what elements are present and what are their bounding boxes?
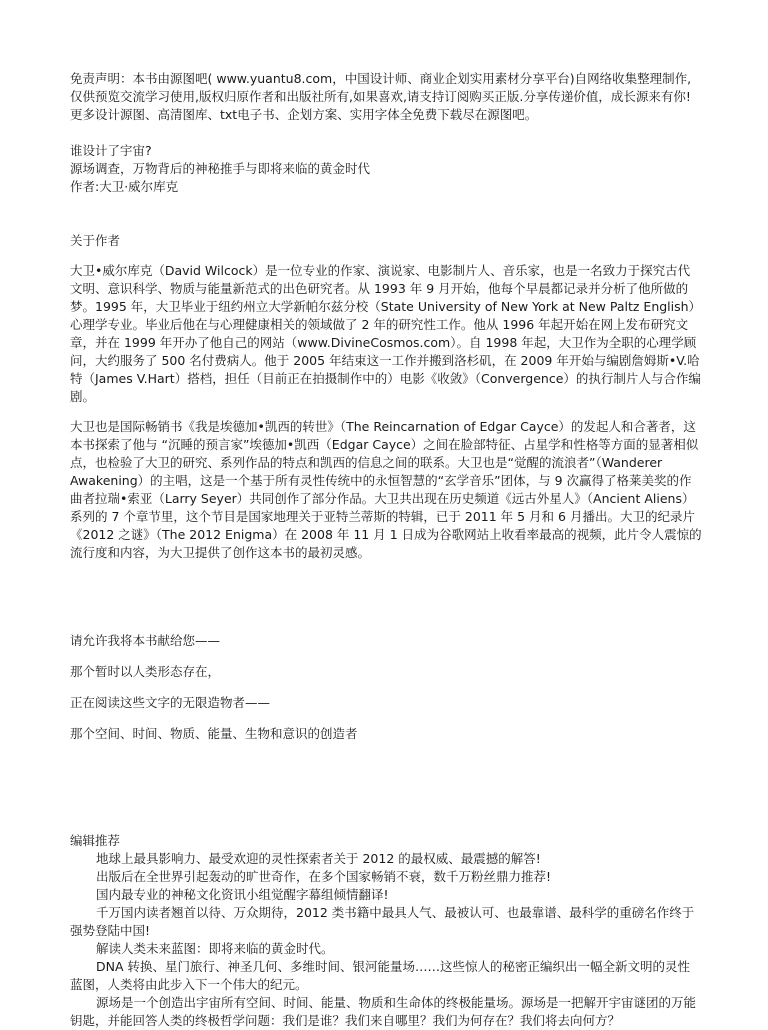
book-subtitle: 源场调查，万物背后的神秘推手与即将来临的黄金时代 [70, 161, 371, 176]
about-paragraph-1: 大卫•威尔库克（David Wilcock）是一位专业的作家、演说家、电影制片人、音乐家，也是一名致力于探究古代文明、意识科学、物质与能量新范式的出色研究者。从 1993 年 9 月开始，他每个早晨都记录并分析了他所做的梦。1995 年，大卫毕业于纽约州立大学新帕尔兹分校（State University of New York at New Paltz English）心理学专业。毕业后他在与心理健康相关的领域做了 2 年的研究性工作。他从 1996 年起开始在网上发布研究文章，并在 1999 年开办了他自己的网站（www.DivineCosmos.com）。自 1998 年起，大卫作为全职的心理学顾问，大约服务了 500 名付费病人。他于 2005 年结束这一工作并搬到洛杉矶，在 2009 年开始与编剧詹姆斯•V.哈特（James V.Hart）搭档，担任（目前正在拍摄制作中的）电影《收敛》（Convergence）的执行制片人与合作编剧。 [70, 263, 702, 404]
book-title: 谁设计了宇宙? [70, 143, 152, 158]
editor-line: 国内最专业的神秘文化资讯小组觉醒字幕组倾情翻译! [96, 887, 389, 902]
dedication-line: 正在阅读这些文字的无限造物者—— [70, 695, 271, 710]
editor-line: 出版后在全世界引起轰动的旷世奇作，在多个国家畅销不衰，数千万粉丝鼎力推荐! [96, 869, 552, 884]
editor-line: 源场是一个创造出宇宙所有空间、时间、能量、物质和生命体的终极能量场。源场是一把解开宇宙谜团的万能钥匙，并能回答人类的终极哲学问题：我们是谁？我们来自哪里？我们为何存在？我们将去向何方？ [70, 995, 697, 1028]
dedication-line: 请允许我将本书献给您—— [70, 633, 221, 648]
dedication-line: 那个空间、时间、物质、能量、生物和意识的创造者 [70, 726, 358, 741]
editor-line: 解读人类未来蓝图：即将来临的黄金时代。 [96, 941, 334, 956]
book-author: 作者:大卫·威尔库克 [70, 179, 179, 194]
about-heading: 关于作者 [70, 233, 121, 248]
disclaimer-text: 免责声明：本书由源图吧( www.yuantu8.com，中国设计师、商业企划实用素材分享平台)自网络收集整理制作,仅供预览交流学习使用,版权归原作者和出版社所有,如果喜欢,请支持订阅购买正版.分享传递价值，成长源来有你! 更多设计源图、高清图库、txt电子书、企划方案、实用字体全免费下载尽在源图吧。 [70, 71, 692, 122]
editor-line: 地球上最具影响力、最受欢迎的灵性探索者关于 2012 的最权威、最震撼的解答! [96, 851, 541, 866]
dedication [70, 632, 702, 743]
dedication-line: 那个暂时以人类形态存在， [70, 664, 221, 679]
about-paragraph-2: 大卫也是国际畅销书《我是埃德加•凯西的转世》（The Reincarnation of Edgar Cayce）的发起人和合著者，这本书探索了他与 “沉睡的预言家”埃德加•凯西（Edgar Cayce）之间在脸部特征、占星学和性格等方面的显著相似点，也检验了大卫的研究、系列作品的特点和凯西的信息之间的联系。大卫也是“觉醒的流浪者”（Wanderer Awakening）的主唱，这是一个基于所有灵性传统中的永恒智慧的“玄学音乐”团体，与 9 次赢得了格莱美奖的作曲者拉瑞•索亚（Larry Seyer）共同创作了部分作品。大卫共出现在历史频道《远古外星人》（Ancient Aliens）系列的 7 个章节里，这个节目是国家地理关于亚特兰蒂斯的特辑，已于 2011 年 5 月和 6 月播出。大卫的纪录片《2012 之谜》（The 2012 Enigma）在 2008 年 11 月 1 日成为谷歌网站上收看率最高的视频，此片令人震惊的流行度和内容，为大卫提供了创作这本书的最初灵感。 [70, 419, 702, 560]
editor-line: DNA 转换、星门旅行、神圣几何、多维时间、银河能量场……这些惊人的秘密正编织出一幅全新文明的灵性蓝图，人类将由此步入下一个伟大的纪元。 [70, 959, 691, 992]
editor-line: 千万国内读者翘首以待、万众期待，2012 类书籍中最具人气、最被认可、也最靠谱、最科学的重磅名作终于强势登陆中国! [70, 905, 695, 938]
document-page [70, 70, 702, 1030]
editor-heading: 编辑推荐 [70, 833, 121, 848]
